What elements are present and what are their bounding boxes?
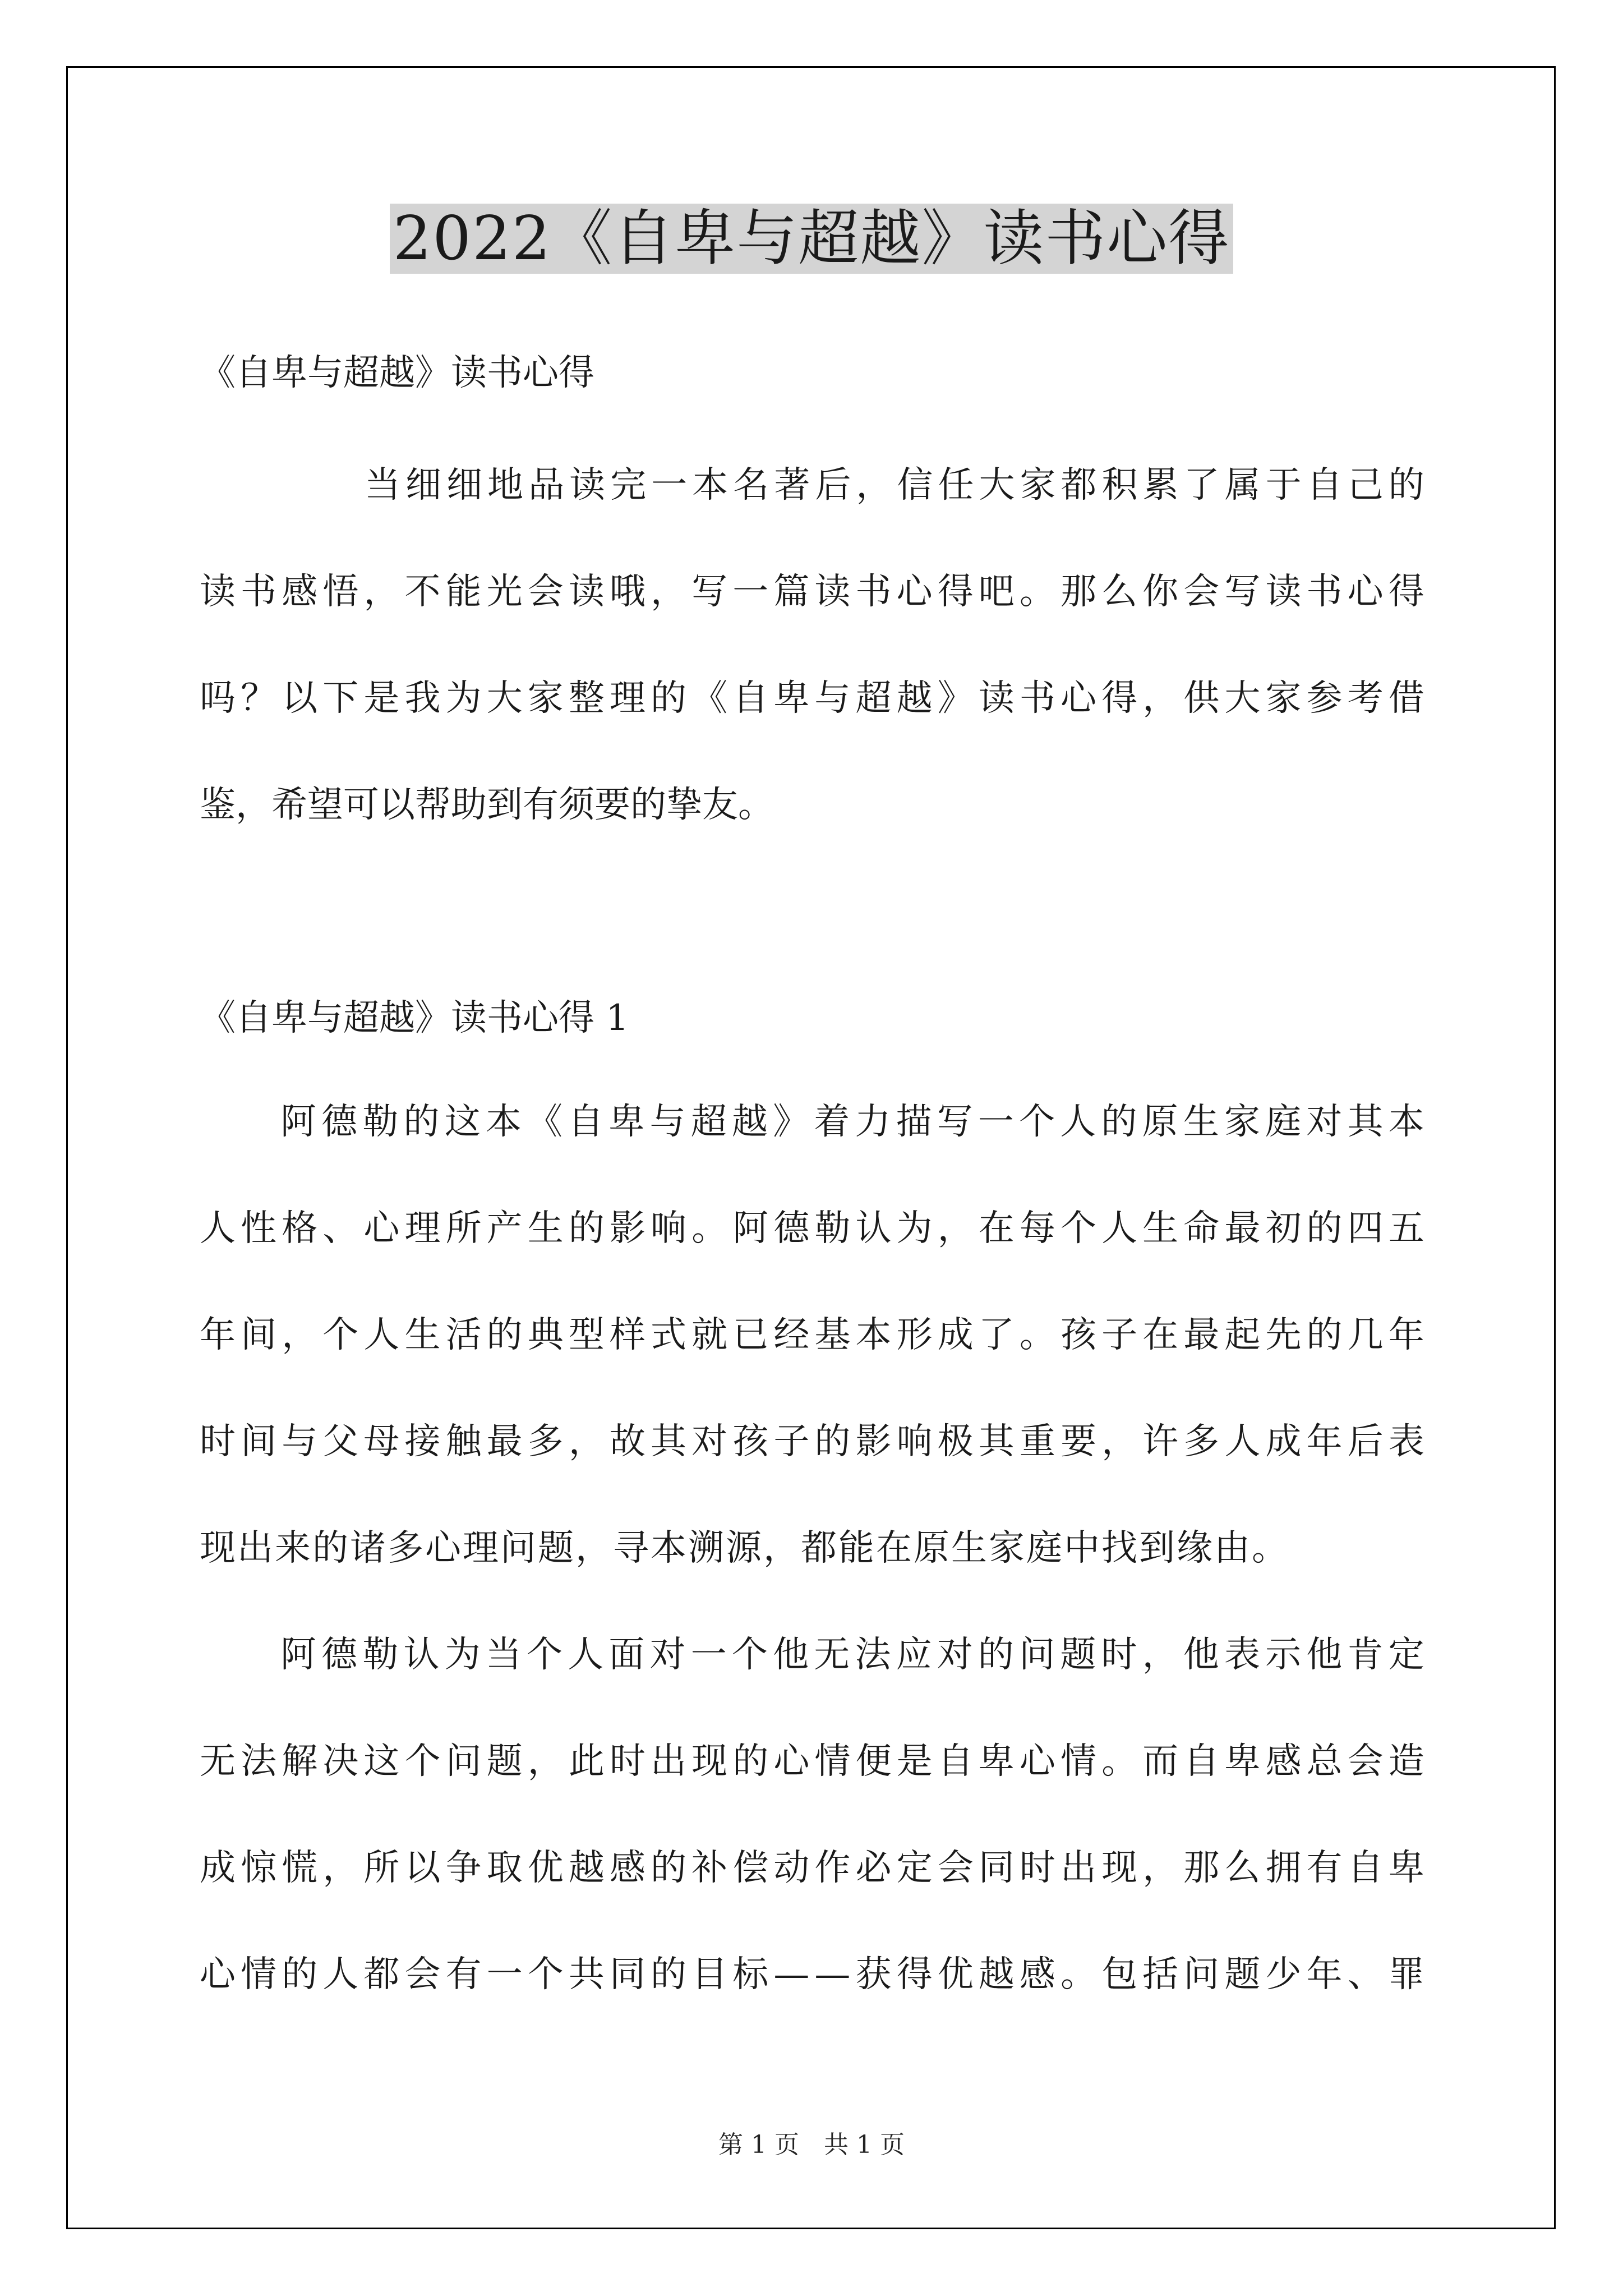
section-heading: 《自卑与超越》读书心得 bbox=[200, 352, 594, 394]
paragraph-line: 时 间 与 父 母 接 触 最 多 ， 故 其 对 孩 子 的 影 响 极 其 重 要 ， 许 多 人 成 年 后 表 bbox=[200, 1421, 1424, 1462]
paragraph-line: 现出来的诸多心理问题，寻本溯源，都能在原生家庭中找到缘由。 bbox=[200, 1527, 1289, 1569]
paragraph-line: 无 法 解 决 这 个 问 题 ， 此 时 出 现 的 心 情 便 是 自 卑 心 情 。 而 自 卑 感 总 会 造 bbox=[200, 1741, 1424, 1782]
section-heading: 《自卑与超越》读书心得 1 bbox=[200, 997, 629, 1039]
paragraph-line: 人 性 格 、 心 理 所 产 生 的 影 响 。 阿 德 勒 认 为 ， 在 每 个 人 生 命 最 初 的 四 五 bbox=[200, 1208, 1424, 1249]
paragraph-line: 心 情 的 人 都 会 有 一 个 共 同 的 目 标 — — 获 得 优 越 感 。 包 括 问 题 少 年 、 罪 bbox=[200, 1954, 1424, 1995]
paragraph-line: 鉴，希望可以帮助到有须要的挚友。 bbox=[200, 784, 774, 826]
paragraph-line: 读 书 感 悟 ， 不 能 光 会 读 哦 ， 写 一 篇 读 书 心 得 吧 。 那 么 你 会 写 读 书 心 得 bbox=[200, 571, 1424, 613]
paragraph-line: 阿 德 勒 的 这 本 《 自 卑 与 超 越 》 着 力 描 写 一 个 人 的 原 生 家 庭 对 其 本 bbox=[280, 1101, 1424, 1143]
page-footer: 第 1 页 共 1 页 bbox=[718, 2131, 905, 2159]
paragraph-line: 吗 ？ 以 下 是 我 为 大 家 整 理 的 《 自 卑 与 超 越 》 读 书 心 得 ， 供 大 家 参 考 借 bbox=[200, 678, 1424, 719]
paragraph-line: 阿 德 勒 认 为 当 个 人 面 对 一 个 他 无 法 应 对 的 问 题 时 ， 他 表 示 他 肯 定 bbox=[280, 1634, 1424, 1676]
paragraph-line: 年 间 ， 个 人 生 活 的 典 型 样 式 就 已 经 基 本 形 成 了 。 孩 子 在 最 起 先 的 几 年 bbox=[200, 1314, 1424, 1356]
document-title: 2022《自卑与超越》读书心得 bbox=[0, 200, 1623, 278]
paragraph-line: 当 细 细 地 品 读 完 一 本 名 著 后 ， 信 任 大 家 都 积 累 了 属 于 自 己 的 bbox=[365, 464, 1424, 506]
paragraph-line: 成 惊 慌 ， 所 以 争 取 优 越 感 的 补 偿 动 作 必 定 会 同 时 出 现 ， 那 么 拥 有 自 卑 bbox=[200, 1847, 1424, 1889]
